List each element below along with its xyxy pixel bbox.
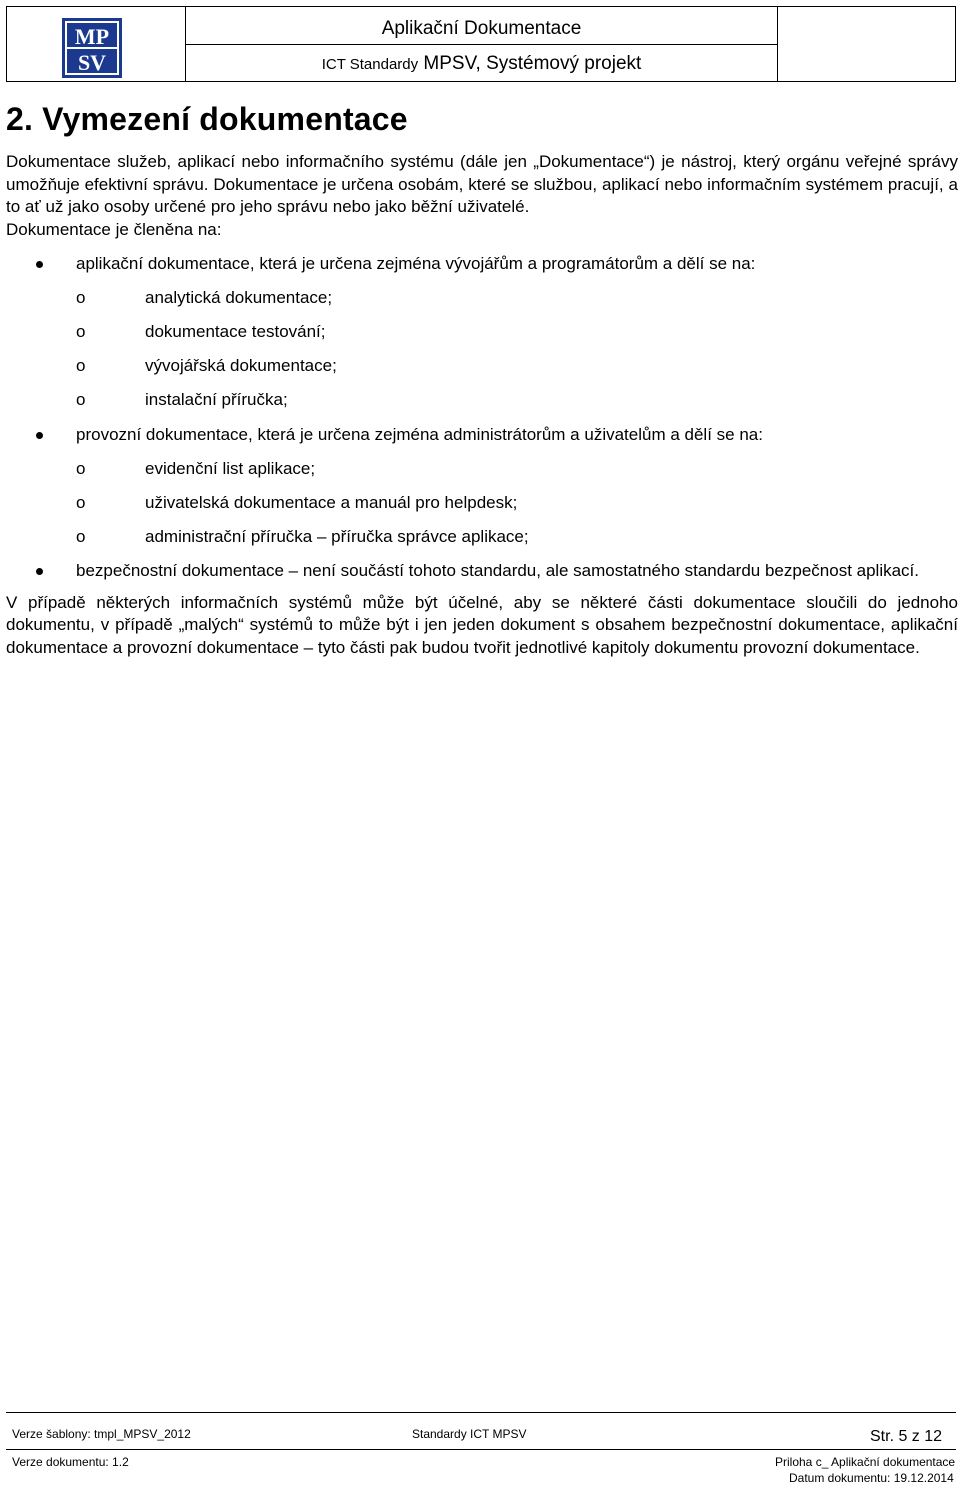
sub-list-item-text: evidenční list aplikace; xyxy=(145,458,316,478)
lead-line: Dokumentace je členěna na: xyxy=(6,219,222,239)
page-footer xyxy=(0,1412,960,1485)
document-body xyxy=(6,96,958,659)
circle-bullet-icon xyxy=(76,355,85,378)
section-heading: 2. Vymezení dokumentace xyxy=(6,101,408,137)
logo-text-top: MP xyxy=(74,24,110,49)
sub-list-item xyxy=(76,287,958,310)
sub-list xyxy=(76,458,958,549)
bullet-icon xyxy=(36,432,43,439)
list-item-text: aplikační dokumentace, která je určena zejména vývojářům a programátorům a dělí se na: xyxy=(76,254,756,273)
sub-list-item-text: dokumentace testování; xyxy=(145,322,326,341)
header-right-cell xyxy=(777,7,956,81)
sub-list-item xyxy=(76,492,958,515)
logo-text-bottom: SV xyxy=(77,50,107,75)
sub-list-item xyxy=(76,321,958,344)
circle-bullet-icon xyxy=(76,389,85,412)
header-subtitle xyxy=(186,53,777,76)
circle-bullet-icon xyxy=(76,492,85,515)
sub-list-item xyxy=(76,355,958,378)
page-number: Str. 5 z 12 xyxy=(870,1428,943,1445)
subtitle-small: ICT Standardy xyxy=(321,56,419,73)
bullet-icon xyxy=(36,568,43,575)
footer-top-rule xyxy=(6,1412,956,1413)
list-item xyxy=(6,253,958,412)
list-item-text: provozní dokumentace, která je určena zejména administrátorům a uživatelům a dělí se na: xyxy=(76,424,763,444)
list-item xyxy=(6,560,958,583)
circle-bullet-icon xyxy=(76,458,85,481)
circle-bullet-icon xyxy=(76,526,85,549)
page-header xyxy=(6,6,956,82)
subtitle-large: MPSV, Systémový projekt xyxy=(423,53,642,74)
template-version: Verze šablony: tmpl_MPSV_2012 xyxy=(12,1427,191,1441)
list-item xyxy=(6,424,958,549)
sub-list-item-text: analytická dokumentace; xyxy=(145,288,333,307)
footer-standard: Standardy ICT MPSV xyxy=(412,1427,527,1441)
bullet-icon xyxy=(36,261,43,268)
sub-list-item-text: instalační příručka; xyxy=(145,390,288,409)
logo-cell xyxy=(7,7,186,81)
header-divider xyxy=(186,44,777,45)
mpsv-logo xyxy=(61,17,123,79)
intro-paragraph: Dokumentace služeb, aplikací nebo informačního systému (dále jen „Dokumentace“) je nástroj, který orgánu veřejné správy umožňuje efektivní správu. Dokumentace je určena osobám, které se službou, aplikací nebo informačním systémem pracují, a to ať už jako osoby určené pro jeho správu nebo jako běžní uživatelé. xyxy=(6,152,958,216)
footer-mid-rule xyxy=(6,1449,956,1450)
sub-list-item xyxy=(76,458,958,481)
sub-list-item xyxy=(76,526,958,549)
circle-bullet-icon xyxy=(76,287,85,310)
sub-list-item-text: uživatelská dokumentace a manuál pro helpdesk; xyxy=(145,492,518,512)
document-date: Datum dokumentu: 19.12.2014 xyxy=(789,1471,954,1485)
closing-paragraph: V případě některých informačních systémů může být účelné, aby se některé části dokumentace sloučili do jednoho dokumentu, v případě „malých“ systémů to může být i jen jeden dokument s obsahem bezpečnostní dokumentace, aplikační dokumentace a provozní dokumentace – tyto části pak budou tvořit jednotlivé kapitoly dokumentu provozní dokumentace. xyxy=(6,592,958,657)
sub-list xyxy=(76,287,958,412)
sub-list-item xyxy=(76,389,958,412)
division-list xyxy=(6,253,958,583)
sub-list-item-text: vývojářská dokumentace; xyxy=(145,356,337,375)
app-title: Aplikační Dokumentace xyxy=(381,18,582,39)
document-version: Verze dokumentu: 1.2 xyxy=(12,1455,129,1469)
circle-bullet-icon xyxy=(76,321,85,344)
list-item-text: bezpečnostní dokumentace – není součástí tohoto standardu, ale samostatného standardu bezpečnost aplikací. xyxy=(76,561,920,580)
attachment-name: Priloha c_ Aplikační dokumentace xyxy=(775,1455,956,1469)
sub-list-item-text: administrační příručka – příručka správce aplikace; xyxy=(145,526,529,546)
